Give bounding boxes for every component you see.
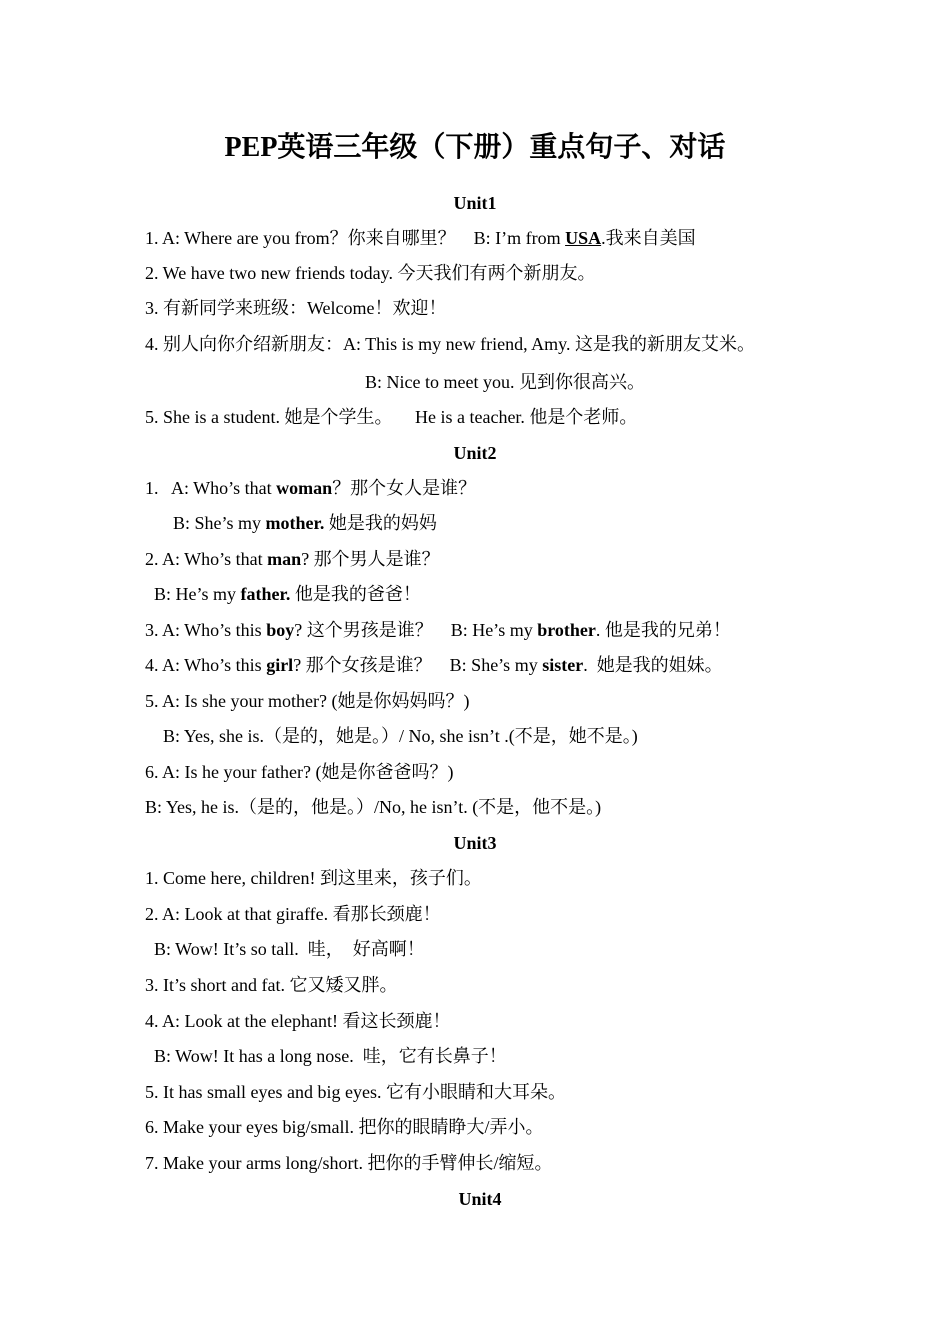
sentence-line: 1. Come here, children! 到这里来，孩子们。: [145, 868, 482, 888]
sentence-line: 3. It’s short and fat. 它又矮又胖。: [145, 975, 398, 995]
sentence-line: 5. She is a student. 她是个学生。 He is a teacher. 他是个老师。: [145, 407, 638, 427]
sentence-line: [145, 225, 696, 251]
sentence-line: 6. Make your eyes big/small. 把你的眼睛睁大/弄小。: [145, 1117, 544, 1137]
text-span: .我来自美国: [601, 228, 696, 248]
sentence-line: 3. 有新同学来班级：Welcome！欢迎！: [145, 298, 447, 318]
page-title: PEP英语三年级（下册）重点句子、对话: [224, 132, 726, 163]
sentence-line: B: Nice to meet you. 见到你很高兴。: [365, 372, 645, 392]
text-span: ? 那个男人是谁？: [301, 549, 440, 569]
text-span: ？那个女人是谁？: [332, 478, 477, 498]
bold-word: father.: [240, 584, 291, 604]
underlined-word: USA: [565, 228, 602, 248]
sentence-line: [145, 617, 731, 643]
text-span: ? 这个男孩是谁？ B: He’s my: [294, 620, 538, 640]
text-span: 他是我的爸爸！: [290, 584, 421, 604]
sentence-line: B: Wow! It’s so tall. 哇， 好高啊！: [154, 939, 425, 959]
bold-word: brother: [537, 620, 596, 640]
text-span: ? 那个女孩是谁？ B: She’s my: [293, 655, 543, 675]
sentence-line: B: Yes, he is.（是的，他是。）/No, he isn’t. (不是，他不是。): [145, 797, 602, 817]
text-span: B: He’s my: [154, 584, 241, 604]
sentence-line: B: Yes, she is.（是的，她是。）/ No, she isn’t .(不是，她不是。): [163, 726, 638, 746]
text-span: B: She’s my: [173, 513, 266, 533]
text-span: . 他是我的兄弟！: [595, 620, 731, 640]
unit-heading: Unit4: [458, 1189, 502, 1209]
sentence-line: [154, 581, 421, 607]
sentence-line: [145, 652, 723, 678]
text-span: 1. A: Who’s that: [145, 478, 277, 498]
bold-word: woman: [276, 478, 333, 498]
text-span: . 她是我的姐妹。: [583, 655, 723, 675]
sentence-line: B: Wow! It has a long nose. 哇，它有长鼻子！: [154, 1046, 507, 1066]
text-span: 3. A: Who’s this: [145, 620, 267, 640]
sentence-line: [173, 510, 437, 536]
sentence-line: 2. A: Look at that giraffe. 看那长颈鹿！: [145, 904, 441, 924]
sentence-line: 6. A: Is he your father? (她是你爸爸吗？): [145, 762, 454, 782]
unit-heading: Unit3: [453, 833, 497, 853]
text-span: 她是我的妈妈: [324, 513, 437, 533]
sentence-line: 5. A: Is she your mother? (她是你妈妈吗？): [145, 691, 470, 711]
bold-word: boy: [266, 620, 295, 640]
unit-heading: Unit1: [453, 193, 497, 213]
bold-word: girl: [266, 655, 294, 675]
sentence-line: [145, 546, 440, 572]
text-span: 1. A: Where are you from？你来自哪里？ B: I’m from: [145, 228, 566, 248]
sentence-line: 2. We have two new friends today. 今天我们有两个新朋友。: [145, 263, 596, 283]
bold-word: man: [267, 549, 302, 569]
bold-word: mother.: [265, 513, 325, 533]
bold-word: sister: [542, 655, 584, 675]
sentence-line: 4. A: Look at the elephant! 看这长颈鹿！: [145, 1011, 451, 1031]
sentence-line: [145, 475, 476, 501]
text-span: 4. A: Who’s this: [145, 655, 267, 675]
unit-heading: Unit2: [453, 443, 497, 463]
sentence-line: 4. 别人向你介绍新朋友：A: This is my new friend, Amy. 这是我的新朋友艾米。: [145, 334, 755, 354]
sentence-line: 5. It has small eyes and big eyes. 它有小眼睛和大耳朵。: [145, 1082, 566, 1102]
sentence-line: 7. Make your arms long/short. 把你的手臂伸长/缩短。: [145, 1153, 553, 1173]
text-span: 2. A: Who’s that: [145, 549, 268, 569]
